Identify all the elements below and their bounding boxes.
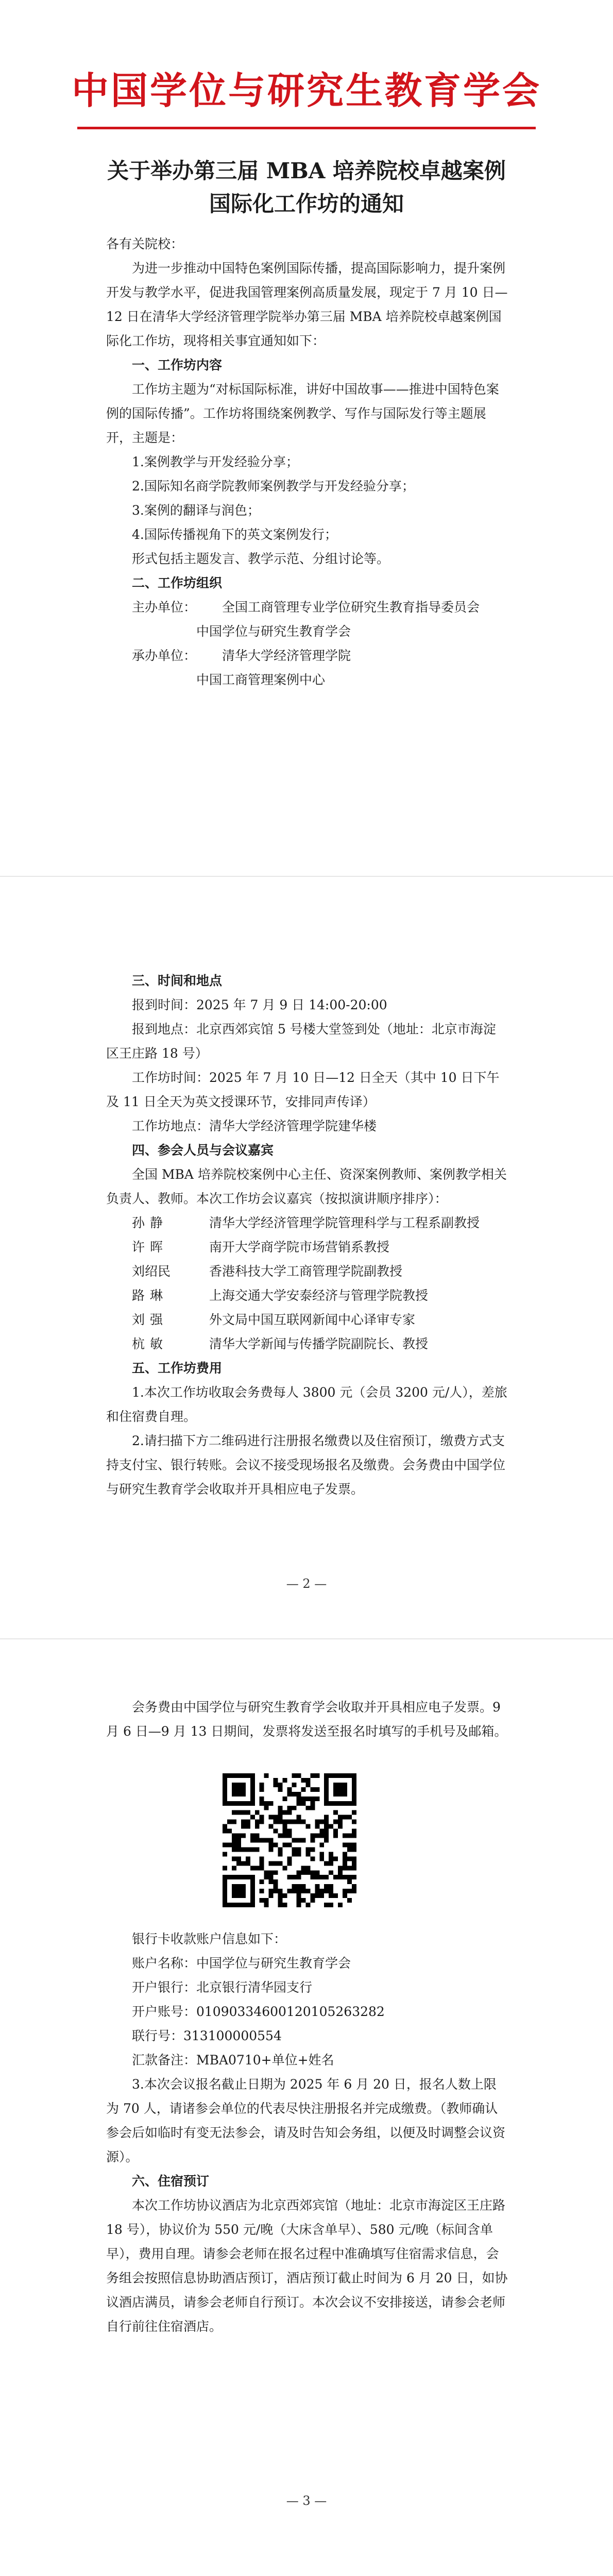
page-number-3: — 3 — [286,2494,327,2508]
page-separator [0,1638,613,1639]
speaker-title: 清华大学经济管理学院管理科学与工程系副教授 [209,1215,480,1230]
speaker-row [106,1308,508,1332]
speaker-name: 刘强 [132,1312,168,1327]
speaker-name: 孙静 [132,1215,168,1230]
event-place: 工作坊地点：清华大学经济管理学院建华楼 [132,1118,377,1133]
speaker-row [106,1235,508,1259]
checkin-time: 报到时间：2025 年 7 月 9 日 14:00-20:00 [132,997,387,1012]
accommodation-paragraph: 本次工作坊协议酒店为北京西郊宾馆（地址：北京市海淀区王庄路 18 号），协议价为 550 元/晚（大床含单早）、580 元/晚（标间含单早），费用自理。请参会老师在报名过程中准确填写住宿需求信息，会务组会按照信息协助酒店预订，酒店预订截止时间为 6 月 20 日，如协议酒店满员，请参会老师自行预订。本次会议不安排接送，请参会老师自行前往住宿酒店。 [106,2198,508,2334]
bank-name: 开户银行：北京银行清华园支行 [132,1980,313,1995]
bank-code: 联行号：313100000554 [132,2028,282,2043]
section1-item-3: 3.案例的翻译与润色； [132,503,260,518]
speaker-title: 上海交通大学安泰经济与管理学院教授 [209,1288,429,1303]
qr-code-graphic [223,1773,356,1907]
fee-item-3: 3.本次会议报名截止日期为 2025 年 6 月 20 日，报名人数上限为 70 人，请诸参会单位的代表尽快注册报名并完成缴费。（教师确认参会后如临时有变无法参会，请及时告知会务组，以便及时调整会议资源）。 [106,2077,506,2164]
section1-item-1: 1.案例教学与开发经验分享； [132,454,299,469]
page3-top [106,1695,508,1743]
page2-body [106,969,508,1501]
host-row [106,643,508,668]
bank-account-number: 开户账号：01090334600120105263282 [132,2004,385,2019]
organizer-1: 全国工商管理专业学位研究生教育指导委员会 [222,600,480,615]
section4-intro: 全国 MBA 培养院校案例中心主任、资深案例教师、案例教学相关负责人、教师。本次工作坊会议嘉宾（按拟演讲顺序排序）： [106,1167,507,1206]
bank-info-title: 银行卡收款账户信息如下： [132,1931,287,1946]
section2-heading: 二、工作坊组织 [132,575,223,590]
page-number-2: — 2 — [286,1577,327,1591]
speaker-name: 杭敏 [132,1336,168,1351]
organizer-row [106,595,508,619]
section5-heading: 五、工作坊费用 [132,1361,223,1376]
section1-item-4: 4.国际传播视角下的英文案例发行； [132,527,337,542]
registration-qr-code[interactable] [222,1772,357,1908]
speaker-row [106,1332,508,1356]
section1-heading: 一、工作坊内容 [132,358,223,372]
speaker-title: 清华大学新闻与传播学院副院长、教授 [209,1336,429,1351]
salutation: 各有关院校： [106,236,184,251]
speaker-title: 香港科技大学工商管理学院副教授 [209,1264,403,1279]
speaker-name: 路琳 [132,1288,168,1303]
speaker-title: 南开大学商学院市场营销系教授 [209,1240,390,1255]
organizer-label: 主办单位： [132,600,197,615]
bank-remark: 汇款备注：MBA0710+单位+姓名 [132,2053,334,2067]
speaker-name: 许晖 [132,1240,168,1255]
checkin-place: 报到地点：北京西郊宾馆 5 号楼大堂签到处（地址：北京市海淀区王庄路 18 号） [106,1022,496,1061]
section3-heading: 三、时间和地点 [132,973,223,988]
host-label: 承办单位： [132,648,197,663]
page3-body [106,1927,508,2338]
fee-item-1: 1.本次工作坊收取会务费每人 3800 元（会员 3200 元/人），差旅和住宿费自理。 [106,1385,507,1424]
document-title [77,155,536,221]
bank-account-name: 账户名称：中国学位与研究生教育学会 [132,1956,351,1971]
host-2: 中国工商管理案例中心 [196,672,326,687]
host-1: 清华大学经济管理学院 [222,648,351,663]
section6-heading: 六、住宿预订 [132,2174,210,2189]
red-header-rule [77,127,536,129]
intro-paragraph: 为进一步推动中国特色案例国际传播，提高国际影响力，提升案例开发与教学水平，促进我国管理案例高质量发展，现定于 7 月 10 日—12 日在清华大学经济管理学院举办第三届 MBA 培养院校卓越案例国际化工作坊，现将相关事宜通知如下： [106,261,508,348]
speaker-name: 刘绍民 [132,1264,171,1279]
page-separator [0,876,613,877]
section1-item-2: 2.国际知名商学院教师案例教学与开发经验分享； [132,479,415,494]
section1-theme: 工作坊主题为“对标国际标准，讲好中国故事——推进中国特色案例的国际传播”。工作坊将围绕案例教学、写作与国际发行等主题展开，主题是： [106,382,499,445]
invoice-note: 会务费由中国学位与研究生教育学会收取并开具相应电子发票。9 月 6 日—9 月 13 日期间，发票将发送至报名时填写的手机号及邮箱。 [106,1700,507,1739]
document-title-line-2: 国际化工作坊的通知 [209,191,404,216]
page1-body [106,232,508,692]
speaker-row [106,1211,508,1235]
fee-item-2: 2.请扫描下方二维码进行注册报名缴费以及住宿预订，缴费方式支持支付宝、银行转账。会议不接受现场报名及缴费。会务费由中国学位与研究生教育学会收取并开具相应电子发票。 [106,1433,506,1497]
section4-heading: 四、参会人员与会议嘉宾 [132,1143,274,1158]
speaker-row [106,1259,508,1283]
speaker-title: 外文局中国互联网新闻中心译审专家 [209,1312,416,1327]
event-time: 工作坊时间：2025 年 7 月 10 日—12 日全天（其中 10 日下午及 11 日全天为英文授课环节，安排同声传译） [106,1070,500,1109]
document-title-line-1: 关于举办第三届 MBA 培养院校卓越案例 [107,158,506,183]
organizer-2: 中国学位与研究生教育学会 [196,624,351,639]
speaker-row [106,1283,508,1308]
section1-format: 形式包括主题发言、教学示范、分组讨论等。 [132,551,390,566]
org-title: 中国学位与研究生教育学会 [71,69,541,112]
